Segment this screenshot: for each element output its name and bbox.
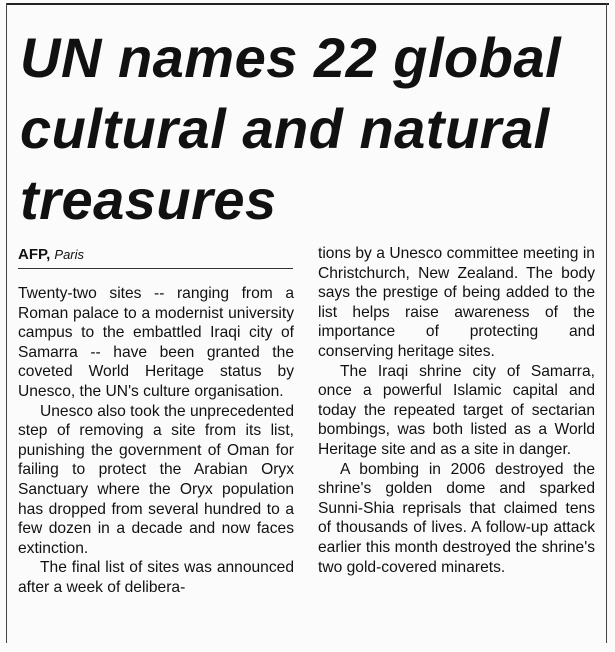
byline-agency: AFP,	[18, 246, 51, 263]
paragraph: tions by a Unesco committee meeting in Christchurch, New Zealand. The body says the prestige of being added to the list helps raise awareness of the importance of protecting and conserving heritage sites.	[318, 245, 595, 360]
article-byline	[18, 246, 293, 269]
paragraph: The Iraqi shrine city of Samarra, once a powerful Islamic capital and today the repeated target of sectarian bombings, was both listed as a World Heritage site and as a site in danger.	[318, 362, 595, 458]
byline-place: Paris	[54, 247, 85, 262]
paragraph: The final list of sites was announced after a week of delibera-	[18, 559, 294, 596]
paragraph: Unesco also took the unprecedented step of removing a site from its list, punishing the government of Oman for failing to protect the Arabian Oryx Sanctuary where the Oryx population has dropped from several hundred to a few dozen in a decade and now faces extinction.	[18, 402, 295, 557]
article-headline: UN names 22 global cultural and natural treasures	[20, 26, 562, 231]
paragraph: Twenty-two sites -- ranging from a Roman palace to a modernist university campus to the embattled Iraqi city of Samarra -- have been granted the coveted World Heritage status by Unesco, the UN's culture organisation.	[18, 285, 294, 400]
paragraph: A bombing in 2006 destroyed the shrine's golden dome and sparked Sunni-Shia reprisals that claimed tens of thousands of lives. A follow-up attack earlier this month destroyed the shrine's two gold-covered minarets.	[318, 460, 595, 576]
right-border-rule	[606, 3, 607, 643]
left-border-rule	[6, 3, 7, 643]
top-border-rule	[6, 3, 609, 5]
article-column-right	[318, 244, 595, 577]
article-column-left	[18, 284, 294, 598]
